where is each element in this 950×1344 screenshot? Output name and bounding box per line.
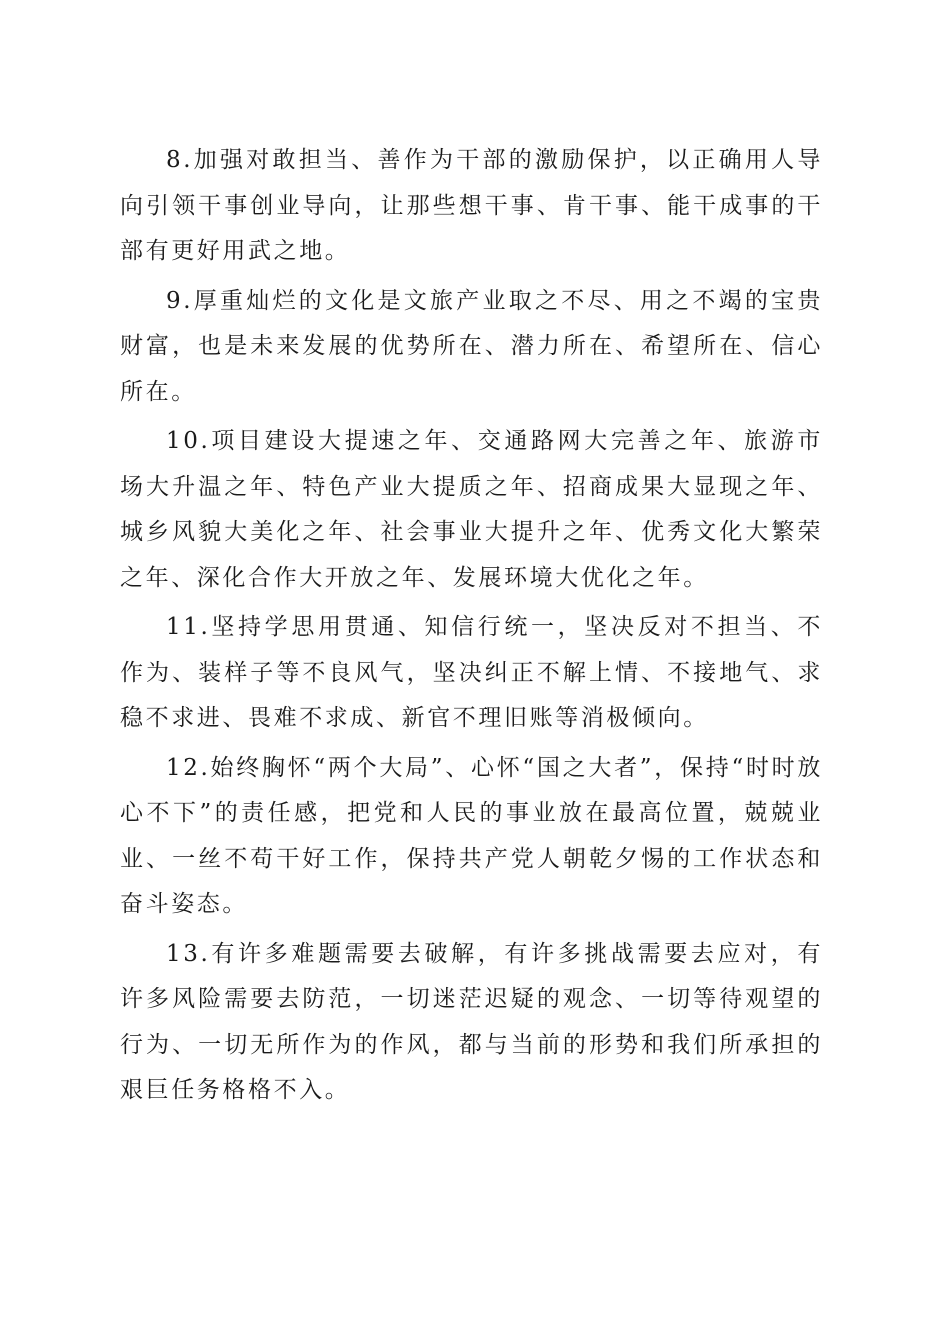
paragraph-11: 11.坚持学思用贯通、知信行统一，坚决反对不担当、不作为、装样子等不良风气，坚决纠正不解上情、不接地气、求稳不求进、畏难不求成、新官不理旧账等消极倾向。 <box>120 614 823 731</box>
paragraph-13: 13.有许多难题需要去破解，有许多挑战需要去应对，有许多风险需要去防范，一切迷茫迟疑的观念、一切等待观望的行为、一切无所作为的作风，都与当前的形势和我们所承担的艰巨任务格格不入。 <box>120 940 823 1103</box>
paragraph-8: 8.加强对敢担当、善作为干部的激励保护，以正确用人导向引领干事创业导向，让那些想干事、肯干事、能干成事的干部有更好用武之地。 <box>120 147 823 264</box>
paragraph-12: 12.始终胸怀“两个大局”、心怀“国之大者”，保持“时时放心不下”的责任感，把党和人民的事业放在最高位置，兢兢业业、一丝不苟干好工作，保持共产党人朝乾夕惕的工作状态和奋斗姿态。 <box>120 754 823 917</box>
document-body <box>120 138 823 1118</box>
paragraph-10: 10.项目建设大提速之年、交通路网大完善之年、旅游市场大升温之年、特色产业大提质之年、招商成果大显现之年、城乡风貌大美化之年、社会事业大提升之年、优秀文化大繁荣之年、深化合作大开放之年、发展环境大优化之年。 <box>120 428 823 591</box>
paragraph-9: 9.厚重灿烂的文化是文旅产业取之不尽、用之不竭的宝贵财富，也是未来发展的优势所在、潜力所在、希望所在、信心所在。 <box>120 287 823 405</box>
